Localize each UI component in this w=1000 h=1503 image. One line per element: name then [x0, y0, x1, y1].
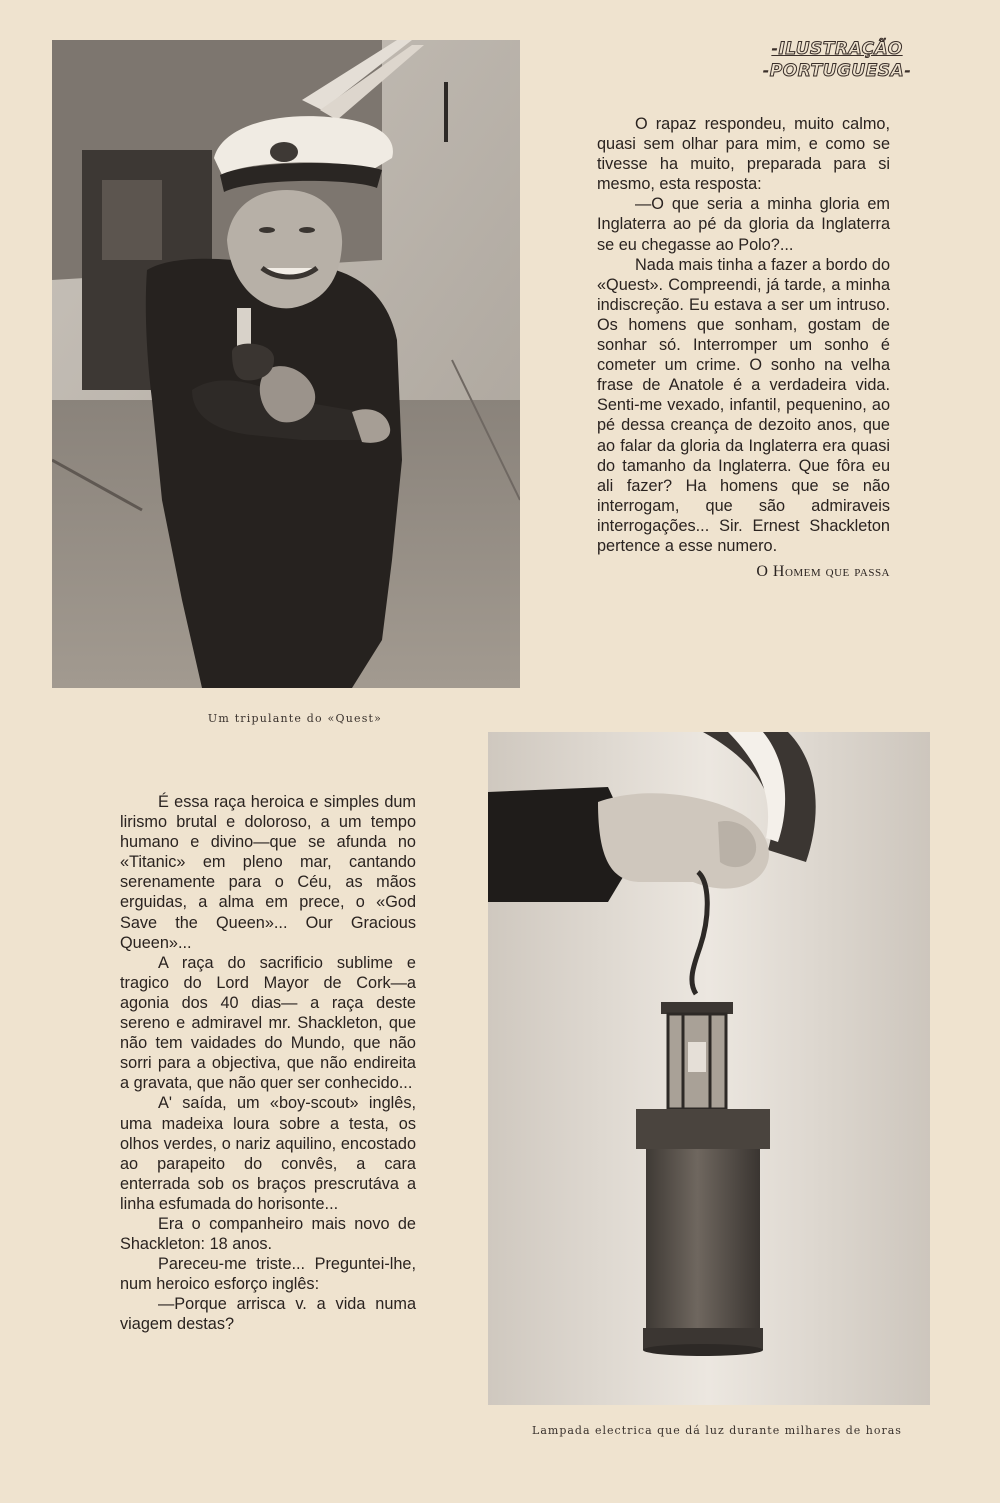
paragraph: A' saída, um «boy-scout» inglês, uma madeixa loura sobre a testa, os olhos verdes, o nariz aquilino, encostado ao parapeito do convês, a cara enterrada sob os braços prescrutáva a linha esfumada do horisonte...	[120, 1094, 416, 1213]
photo-lamp	[488, 732, 930, 1405]
article-column-left	[120, 792, 416, 1335]
paragraph: Pareceu-me triste... Preguntei-lhe, num heroico esforço inglês:	[120, 1255, 416, 1294]
paragraph: É essa raça heroica e simples dum lirismo brutal e doloroso, a um tempo humano e divino—que se afunda no «Titanic» em pleno mar, cantando serenamente para o Céu, as mãos erguidas, a alma em prece, o «God Save the Queen»... Our Gracious Queen»...	[120, 793, 416, 952]
author-signature: O Homem que passa	[756, 563, 890, 581]
caption-lamp: Lampada electrica que dá luz durante milhares de horas	[532, 1424, 902, 1437]
masthead-line-1	[762, 38, 912, 60]
masthead-logo	[762, 38, 912, 90]
photo-sailor	[52, 40, 520, 688]
paragraph: Era o companheiro mais novo de Shackleton: 18 anos.	[120, 1214, 416, 1254]
lamp-illustration	[488, 732, 930, 1405]
masthead-dash-right: -	[904, 61, 912, 80]
sailor-illustration	[52, 40, 520, 688]
paragraph: Nada mais tinha a fazer a bordo do «Quest». Compreendi, já tarde, a minha indiscreção. Eu estava a ser um intruso. Os homens que sonham, gostam de sonhar só. Interromper um sonho é cometer um crime. O sonho na velha frase de Anatole é a verdadeira vida. Senti-me vexado, infantil, pequenino, ao pé dessa creança de dezoito anos, que ao falar da gloria da Inglaterra era quasi do tamanho da Inglaterra. Que fôra eu ali fazer? Ha homens que se não interrogam, que são admiraveis interrogações... Sir. Ernest Shackleton pertence a esse numero.	[597, 255, 890, 555]
masthead-dash-left-2: -	[762, 61, 770, 80]
caption-sailor: Um tripulante do «Quest»	[207, 712, 383, 725]
paragraph: —Porque arrisca v. a vida numa viagem destas?	[120, 1295, 416, 1334]
paragraph: O rapaz respondeu, muito calmo, quasi sem olhar para mim, e como se tivesse ha muito, preparada para si mesmo, esta resposta:	[597, 115, 890, 194]
article-column-right	[597, 114, 890, 582]
masthead-dash-left: -	[771, 39, 779, 58]
masthead-line-2	[762, 60, 912, 82]
masthead-subtitle: PORTUGUESA	[769, 61, 905, 81]
paragraph: A raça do sacrificio sublime e tragico do Lord Mayor de Cork—a agonia dos 40 dias— a raça deste sereno e admiravel mr. Shackleton, que não tem vaidades do Mundo, que não sorri para a objectiva, que não endireita a gravata, que não quer ser conhecido...	[120, 953, 416, 1093]
paragraph: —O que seria a minha gloria em Inglaterra ao pé da gloria da Inglaterra se eu chegasse ao Polo?...	[597, 195, 890, 254]
masthead-title: ILUSTRAÇÃO	[778, 39, 903, 59]
